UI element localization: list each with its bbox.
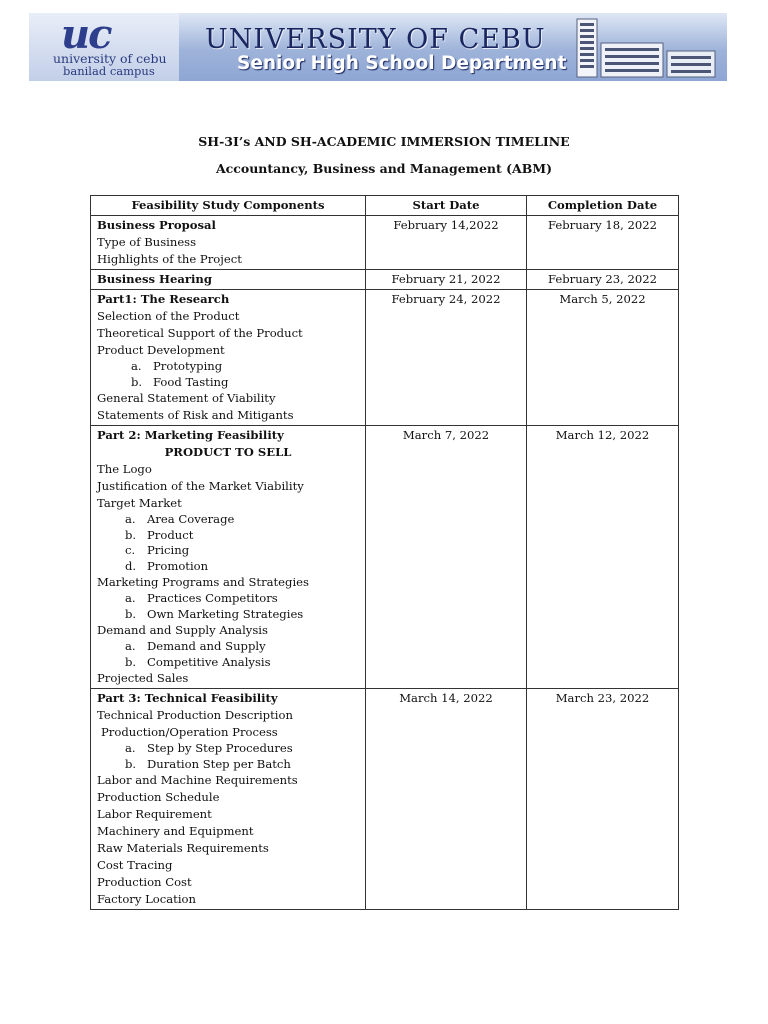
sub-item-text: Prototyping [153, 359, 223, 373]
sub-item-letter: d. [125, 558, 137, 573]
sub-item [97, 375, 359, 391]
completion-date-cell: March 23, 2022 [527, 689, 679, 910]
sub-item [97, 512, 359, 528]
component-item: Projected Sales [97, 671, 189, 685]
sub-item-text: Food Tasting [153, 374, 229, 389]
sub-item-letter: a. [125, 741, 136, 755]
sub-item-text: Pricing [147, 543, 190, 557]
start-date-cell: March 14, 2022 [366, 689, 527, 910]
university-logo [29, 13, 179, 81]
component-item: Machinery and Equipment [97, 824, 254, 838]
sub-item-letter: b. [125, 756, 137, 771]
sub-item-text: Practices Competitors [147, 591, 278, 605]
component-item: Labor Requirement [97, 807, 212, 821]
document-title: SH-3I’s AND SH-ACADEMIC IMMERSION TIMELINE [198, 134, 570, 149]
component-item: Factory Location [97, 892, 196, 906]
components-cell [91, 689, 366, 910]
sub-item-text: Promotion [147, 558, 209, 573]
sub-item-letter: a. [125, 591, 136, 605]
components-cell [91, 216, 366, 270]
sub-item-text: Area Coverage [147, 512, 235, 526]
sub-item-letter: a. [125, 639, 136, 653]
section-title: Part1: The Research [97, 292, 230, 306]
table-row [91, 216, 679, 270]
table-row [91, 689, 679, 910]
table-row [91, 270, 679, 290]
component-item: Labor and Machine Requirements [97, 773, 298, 787]
sub-item-letter: b. [125, 606, 137, 621]
sub-item [97, 607, 359, 623]
column-header-start-date: Start Date [366, 196, 527, 216]
sub-item-text: Duration Step per Batch [147, 756, 291, 771]
component-item: Production Cost [97, 875, 192, 889]
section-title: Business Hearing [97, 272, 212, 286]
section-title: Business Proposal [97, 218, 216, 232]
column-header-components: Feasibility Study Components [91, 196, 366, 216]
sub-item [97, 741, 359, 757]
completion-date-cell: March 12, 2022 [527, 426, 679, 689]
table-header-row [91, 196, 679, 216]
sub-item-text: Own Marketing Strategies [147, 606, 304, 621]
sub-item-letter: a. [131, 359, 142, 373]
banner-subtitle: Senior High School Department [237, 53, 567, 74]
component-item: Theoretical Support of the Product [97, 326, 303, 340]
document-subtitle: Accountancy, Business and Management (ABM) [215, 161, 553, 176]
sub-item-letter: b. [125, 654, 137, 669]
start-date-cell: February 14,2022 [366, 216, 527, 270]
sub-item-text: Step by Step Procedures [147, 741, 293, 755]
component-item: Justification of the Market Viability [97, 479, 304, 493]
table-row [91, 290, 679, 426]
component-item: Production/Operation Process [101, 725, 278, 739]
sub-item [97, 359, 359, 375]
sub-item [97, 543, 359, 559]
sub-item-letter: b. [131, 374, 143, 389]
sub-item [97, 591, 359, 607]
completion-date-cell: February 18, 2022 [527, 216, 679, 270]
sub-item [97, 655, 359, 671]
logo-text-university: university of cebu [53, 51, 167, 66]
component-item: Cost Tracing [97, 858, 173, 872]
start-date-cell: March 7, 2022 [366, 426, 527, 689]
component-item: The Logo [97, 462, 152, 476]
sub-item-text: Product [147, 527, 194, 542]
sub-item-text: Competitive Analysis [147, 654, 271, 669]
campus-buildings-image [571, 17, 721, 79]
component-item: Selection of the Product [97, 309, 240, 323]
section-title: Part 2: Marketing Feasibility [97, 428, 284, 442]
component-item: General Statement of Viability [97, 391, 276, 405]
components-cell [91, 270, 366, 290]
sub-item-letter: b. [125, 527, 137, 542]
logo-mark: uc [61, 13, 111, 58]
logo-text-campus: banilad campus [63, 64, 155, 78]
start-date-cell: February 24, 2022 [366, 290, 527, 426]
start-date-cell: February 21, 2022 [366, 270, 527, 290]
sub-item-text: Demand and Supply [147, 639, 266, 653]
sub-item [97, 757, 359, 773]
component-item: Technical Production Description [97, 708, 293, 722]
header-banner [29, 13, 727, 81]
components-cell [91, 426, 366, 689]
completion-date-cell: February 23, 2022 [527, 270, 679, 290]
sub-item-letter: c. [125, 543, 136, 557]
sub-item [97, 639, 359, 655]
sub-item [97, 528, 359, 544]
component-item: Highlights of the Project [97, 252, 242, 266]
component-item: Demand and Supply Analysis [97, 623, 268, 637]
sub-item-letter: a. [125, 512, 136, 526]
component-item: Marketing Programs and Strategies [97, 575, 309, 589]
completion-date-cell: March 5, 2022 [527, 290, 679, 426]
sub-item [97, 559, 359, 575]
component-item: Target Market [97, 496, 182, 510]
component-item: Type of Business [97, 235, 197, 249]
banner-title: UNIVERSITY OF CEBU [205, 24, 546, 55]
section-title: Part 3: Technical Feasibility [97, 691, 278, 705]
timeline-table [90, 195, 679, 910]
component-item: Product Development [97, 343, 225, 357]
components-cell [91, 290, 366, 426]
table-row [91, 426, 679, 689]
component-item: Statements of Risk and Mitigants [97, 408, 294, 422]
component-item: Raw Materials Requirements [97, 841, 269, 855]
column-header-completion-date: Completion Date [527, 196, 679, 216]
component-item: Production Schedule [97, 790, 220, 804]
section-subheading: PRODUCT TO SELL [164, 445, 292, 459]
